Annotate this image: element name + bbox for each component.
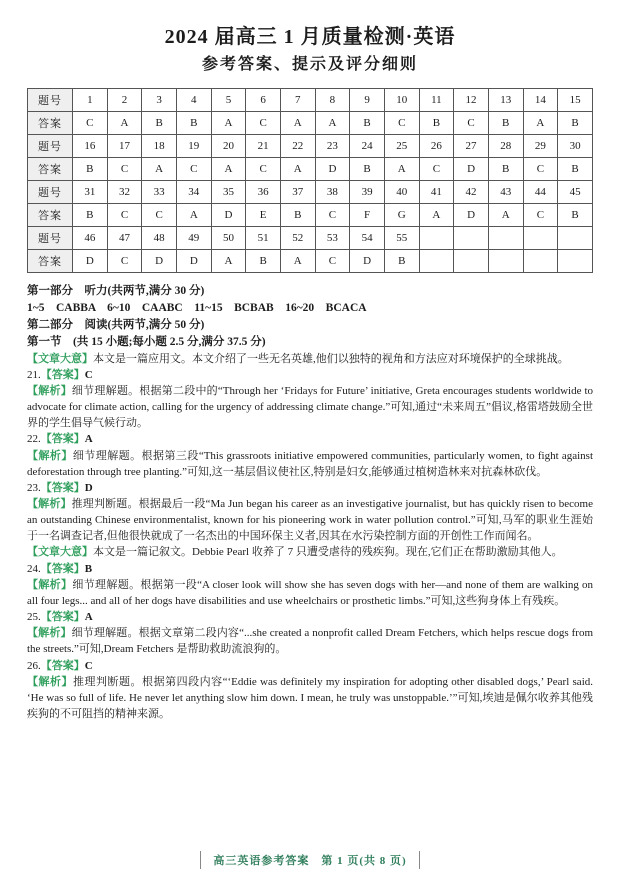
analysis-label: 【解析】 — [27, 627, 72, 640]
summary-text: 本文是一篇记叙文。Debbie Pearl 收养了 7 只遭受虐待的残疾狗。现在,它们正在帮助激励其他人。 — [93, 546, 563, 559]
answer-cell: A — [280, 250, 315, 273]
answer-cell: C — [419, 158, 454, 181]
row-label: 题号 — [28, 227, 73, 250]
answer-cell — [419, 227, 454, 250]
answer-cell: E — [246, 204, 281, 227]
question-number: 22. — [27, 433, 41, 446]
answer-cell: C — [73, 112, 108, 135]
answer-cell: 44 — [523, 181, 558, 204]
question-number: 21. — [27, 368, 41, 381]
answer-cell: B — [558, 204, 593, 227]
answer-cell: 29 — [523, 135, 558, 158]
answer-cell: B — [280, 204, 315, 227]
question-answer-line — [27, 609, 593, 625]
answer-cell: 23 — [315, 135, 350, 158]
answer-cell: 54 — [350, 227, 385, 250]
answer-cell: 35 — [211, 181, 246, 204]
answer-key-table — [27, 88, 593, 273]
answer-cell: A — [523, 112, 558, 135]
answer-table-row — [28, 158, 593, 181]
page-footer — [0, 851, 620, 869]
analysis-label: 【解析】 — [27, 449, 73, 462]
answer-explanations — [27, 283, 593, 722]
answer-letter: C — [84, 368, 93, 381]
answer-cell: 34 — [176, 181, 211, 204]
summary-text: 本文是一篇应用文。本文介绍了一些无名英雄,他们以独特的视角和方法应对环境保护的全球挑战。 — [93, 352, 569, 365]
answer-cell: 46 — [73, 227, 108, 250]
answer-letter: D — [84, 481, 93, 494]
analysis-text: 推理判断题。根据第四段内容“‘Eddie was definitely my inspiration for adopting other disabled dogs,’ Pearl said. ‘He was so full of life. He never let anything slow him down. I mean, he truly was unstoppable.’”可知,埃迪是佩尔收养其他残疾狗的不可阻挡的精神来源。 — [27, 675, 593, 720]
answer-cell: 24 — [350, 135, 385, 158]
listening-answers: 1~5 CABBA 6~10 CAABC 11~15 BCBAB 16~20 BCACA — [27, 301, 367, 314]
answer-table-row — [28, 227, 593, 250]
answer-cell: 21 — [246, 135, 281, 158]
analysis-text: 推理判断题。根据最后一段“Ma Jun began his career as an investigative journalist, but has quickly risen to become an outstanding Chinese environmentalist, known for his pioneering work in water pollution control.”可知,马军的职业生涯始于一名调查记者,但他很快就成了一名杰出的中国环保主义者,因其在水污染控制方面的开创性工作而闻名。 — [27, 497, 593, 543]
answer-cell: B — [350, 158, 385, 181]
answer-cell — [488, 227, 523, 250]
answer-cell: 26 — [419, 135, 454, 158]
answer-cell: B — [558, 158, 593, 181]
answer-cell: 42 — [454, 181, 489, 204]
answer-cell: 53 — [315, 227, 350, 250]
question-analysis — [27, 625, 593, 657]
answer-cell — [523, 250, 558, 273]
section1-heading: 第一节 (共 15 小题;每小题 2.5 分,满分 37.5 分) — [27, 335, 266, 348]
answer-cell: 45 — [558, 181, 593, 204]
passage-summary — [27, 544, 593, 560]
answer-cell: C — [107, 204, 142, 227]
answer-cell: 3 — [142, 89, 177, 112]
answer-cell: A — [211, 158, 246, 181]
part1-heading: 第一部分 听力(共两节,满分 30 分) — [27, 285, 205, 297]
answer-cell: 7 — [280, 89, 315, 112]
row-label: 答案 — [28, 250, 73, 273]
row-label: 题号 — [28, 135, 73, 158]
question-answer-line — [27, 367, 593, 383]
answer-cell: A — [488, 204, 523, 227]
row-label: 答案 — [28, 112, 73, 135]
answer-letter: B — [84, 562, 93, 575]
answer-cell — [558, 250, 593, 273]
answer-cell: C — [454, 112, 489, 135]
answer-cell: 32 — [107, 181, 142, 204]
answer-cell: 17 — [107, 135, 142, 158]
answer-cell: C — [107, 158, 142, 181]
part2-heading: 第二部分 阅读(共两节,满分 50 分) — [27, 318, 205, 331]
summary-label: 【文章大意】 — [27, 352, 93, 365]
answer-cell: B — [488, 112, 523, 135]
page-subtitle: 参考答案、提示及评分细则 — [201, 56, 418, 73]
answer-cell: A — [280, 112, 315, 135]
answer-cell: 2 — [107, 89, 142, 112]
row-label: 答案 — [28, 158, 73, 181]
answer-cell: B — [350, 112, 385, 135]
answer-label: 【答案】 — [40, 659, 85, 672]
passages-container — [27, 351, 593, 723]
answer-table-row — [28, 204, 593, 227]
answer-cell: B — [73, 204, 108, 227]
answer-cell: C — [246, 112, 281, 135]
answer-cell: 39 — [350, 181, 385, 204]
answer-cell: B — [384, 250, 419, 273]
answer-cell: C — [107, 250, 142, 273]
answer-cell: G — [384, 204, 419, 227]
question-answer-line — [27, 431, 593, 447]
answer-cell: 20 — [211, 135, 246, 158]
analysis-text: 细节理解题。根据第一段“A closer look will show she has seven dogs with her—and none of them are walking on all four legs... and all of her dogs have disabilities and use wheelchairs or prosthetic limbs.”可知,这些狗身体上有残疾。 — [27, 578, 594, 607]
answer-cell: A — [211, 112, 246, 135]
analysis-label: 【解析】 — [27, 675, 74, 688]
answer-cell: D — [454, 158, 489, 181]
answer-table-row — [28, 89, 593, 112]
answer-cell: A — [384, 158, 419, 181]
passage-summary — [27, 351, 593, 367]
answer-cell: D — [454, 204, 489, 227]
answer-cell — [419, 250, 454, 273]
answer-letter: C — [84, 659, 93, 672]
row-label: 答案 — [28, 204, 73, 227]
question-number: 24. — [27, 562, 41, 575]
question-analysis — [27, 496, 593, 544]
answer-label: 【答案】 — [40, 368, 85, 381]
answer-cell: 43 — [488, 181, 523, 204]
answer-cell: 49 — [176, 227, 211, 250]
answer-table-row — [28, 135, 593, 158]
answer-cell: B — [246, 250, 281, 273]
answer-cell: 12 — [454, 89, 489, 112]
answer-letter: A — [84, 611, 93, 624]
answer-cell: 14 — [523, 89, 558, 112]
answer-label: 【答案】 — [40, 433, 85, 446]
answer-cell: 38 — [315, 181, 350, 204]
answer-cell: 16 — [73, 135, 108, 158]
question-analysis — [27, 674, 593, 722]
question-analysis — [27, 448, 593, 480]
analysis-label: 【解析】 — [27, 578, 73, 591]
answer-letter: A — [84, 433, 93, 446]
answer-label: 【答案】 — [40, 611, 85, 624]
answer-cell: 4 — [176, 89, 211, 112]
answer-cell: C — [523, 158, 558, 181]
answer-cell: 9 — [350, 89, 385, 112]
summary-label: 【文章大意】 — [27, 546, 93, 559]
answer-cell: 19 — [176, 135, 211, 158]
question-number: 25. — [27, 611, 41, 624]
question-answer-line — [27, 658, 593, 674]
answer-cell: 22 — [280, 135, 315, 158]
answer-cell: A — [280, 158, 315, 181]
answer-cell: D — [176, 250, 211, 273]
answer-cell: 51 — [246, 227, 281, 250]
answer-cell: A — [176, 204, 211, 227]
answer-cell: 5 — [211, 89, 246, 112]
answer-cell — [523, 227, 558, 250]
question-analysis — [27, 383, 593, 431]
answer-cell: 11 — [419, 89, 454, 112]
answer-cell: D — [73, 250, 108, 273]
answer-cell: 13 — [488, 89, 523, 112]
page-footer-text: 高三英语参考答案 第 1 页(共 8 页) — [200, 851, 419, 869]
answer-cell: A — [315, 112, 350, 135]
row-label: 题号 — [28, 181, 73, 204]
answer-cell: D — [142, 250, 177, 273]
answer-cell: 10 — [384, 89, 419, 112]
answer-cell: B — [419, 112, 454, 135]
answer-cell: C — [176, 158, 211, 181]
answer-cell: 36 — [246, 181, 281, 204]
answer-cell: A — [107, 112, 142, 135]
answer-cell — [488, 250, 523, 273]
answer-cell: 27 — [454, 135, 489, 158]
answer-cell: B — [558, 112, 593, 135]
analysis-label: 【解析】 — [27, 384, 72, 397]
question-analysis — [27, 577, 593, 609]
analysis-text: 细节理解题。根据第三段“This grassroots initiative empowered communities, particularly women, to fight against deforestation through tree planting.”可知,这一基层倡议使社区,特别是妇女,能够通过植树造林来对抗森林砍伐。 — [27, 449, 594, 478]
answer-cell: 28 — [488, 135, 523, 158]
answer-cell: 30 — [558, 135, 593, 158]
answer-cell: D — [350, 250, 385, 273]
answer-cell: 50 — [211, 227, 246, 250]
answer-cell: 18 — [142, 135, 177, 158]
answer-cell: C — [246, 158, 281, 181]
answer-cell: B — [488, 158, 523, 181]
answer-cell: 52 — [280, 227, 315, 250]
answer-cell: C — [315, 250, 350, 273]
answer-cell: 33 — [142, 181, 177, 204]
answer-cell: 41 — [419, 181, 454, 204]
answer-cell: C — [142, 204, 177, 227]
answer-cell: B — [176, 112, 211, 135]
answer-cell: 48 — [142, 227, 177, 250]
answer-cell — [454, 227, 489, 250]
row-label: 题号 — [28, 89, 73, 112]
analysis-text: 细节理解题。根据第二段中的“Through her ‘Fridays for Future’ initiative, Greta encourages students worldwide to advocate for climate action, calling for the urgency of addressing climate change.”可知,通过“未来周五”倡议,格雷塔鼓励全世界的学生倡导气候行动。 — [27, 384, 593, 430]
answer-cell: 1 — [73, 89, 108, 112]
answer-cell: C — [384, 112, 419, 135]
answer-cell — [454, 250, 489, 273]
answer-cell: 8 — [315, 89, 350, 112]
answer-cell: A — [211, 250, 246, 273]
answer-cell: 25 — [384, 135, 419, 158]
answer-cell: C — [523, 204, 558, 227]
answer-cell: B — [142, 112, 177, 135]
analysis-label: 【解析】 — [27, 497, 72, 510]
question-number: 23. — [27, 481, 41, 494]
answer-cell: 15 — [558, 89, 593, 112]
answer-cell: A — [419, 204, 454, 227]
answer-label: 【答案】 — [40, 562, 85, 575]
question-answer-line — [27, 561, 593, 577]
answer-cell: D — [211, 204, 246, 227]
analysis-text: 细节理解题。根据文章第二段内容“...she created a nonprofit called Dream Fetchers, which helps rescue dogs from the streets.”可知,Dream Fetchers 是帮助救助流浪狗的。 — [27, 627, 594, 656]
answer-cell: 6 — [246, 89, 281, 112]
answer-cell: 55 — [384, 227, 419, 250]
answer-label: 【答案】 — [40, 481, 85, 494]
answer-cell — [558, 227, 593, 250]
question-answer-line — [27, 480, 593, 496]
answer-cell: 31 — [73, 181, 108, 204]
answer-cell: D — [315, 158, 350, 181]
answer-cell: 40 — [384, 181, 419, 204]
answer-cell: 37 — [280, 181, 315, 204]
answer-cell: A — [142, 158, 177, 181]
answer-cell: F — [350, 204, 385, 227]
page-title: 2024 届高三 1 月质量检测·英语 — [164, 26, 456, 48]
answer-table-row — [28, 181, 593, 204]
answer-table-row — [28, 112, 593, 135]
answer-cell: B — [73, 158, 108, 181]
answer-cell: 47 — [107, 227, 142, 250]
answer-table-row — [28, 250, 593, 273]
question-number: 26. — [27, 659, 41, 672]
answer-cell: C — [315, 204, 350, 227]
